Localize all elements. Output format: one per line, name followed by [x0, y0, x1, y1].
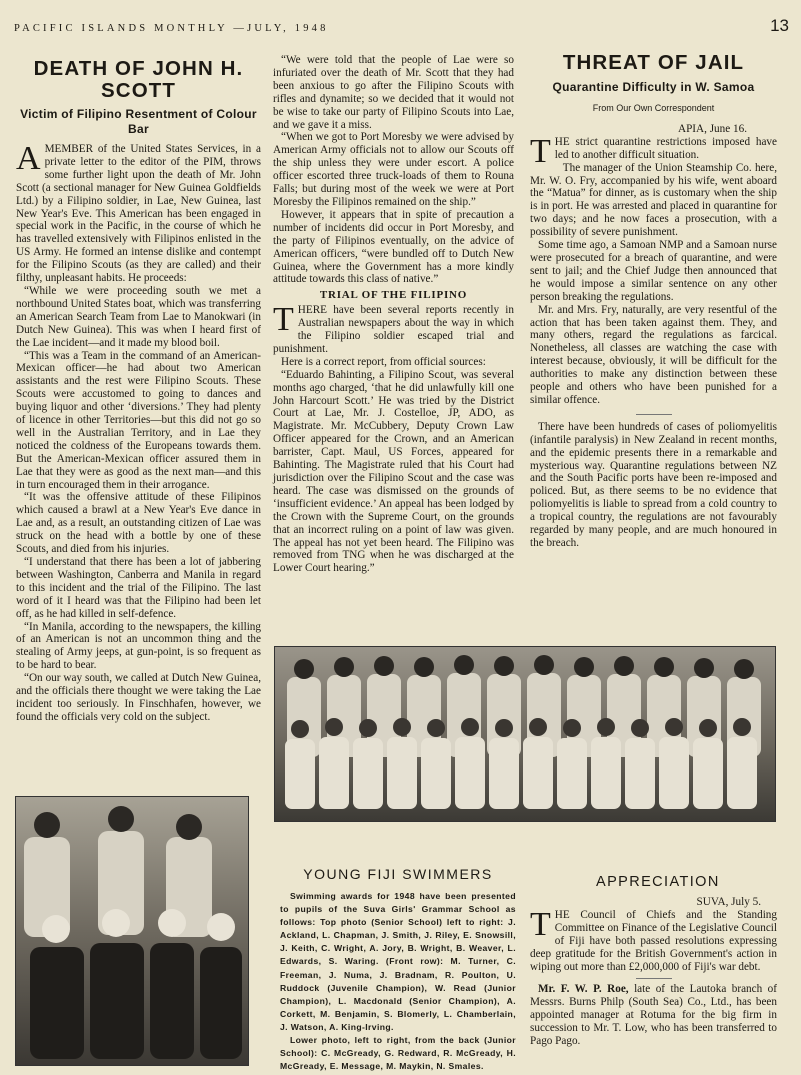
running-head-text: PACIFIC ISLANDS MONTHLY —JULY, 1948: [14, 23, 329, 34]
swimmers-caption: [280, 866, 516, 1073]
article-title: APPRECIATION: [596, 874, 720, 890]
page-number: 13: [770, 16, 789, 35]
paragraph: “In Manila, according to the newspapers, the killing of an American is not an uncommon thing and the stealing of Army jeeps, at gun-point, is so frequent as to be hard to bear.: [16, 620, 261, 672]
caption-body: [280, 890, 516, 1073]
photo-senior-swimmers-image: [275, 647, 775, 821]
paragraph: “This was a Team in the command of an American-Mexican officer—he had about two American assistants and the rest were Filipino Scouts. These Scouts were accustomed to going to dances and buying liquor and other ‘diversions.’ They had plenty of licence in other Territories—but this did not go so well in the Australian Territory, and in Lae they noticed the coldness of the Europeans towards them. But the American-Mexican officer assured them in Lae that they were as good as the next man—and this in turn encouraged them in their arrogance.: [16, 349, 261, 491]
caption-paragraph: Lower photo, left to right, from the back (Junior School): C. McGready, G. Redward, R. McGready, H. McGready, E. Message, M. Maykin, N. Smales.: [280, 1035, 516, 1072]
divider: [636, 414, 672, 415]
dateline: SUVA, July 5.: [696, 896, 761, 908]
paragraph: The manager of the Union Steamship Co. here, Mr. W. O. Fry, accompanied by his wife, went aboard the “Matua” for dinner, as is customary when the ship is in port. He was arrested and placed in quarantine for two days; and he now faces a prosecution, with a possibility of severe punishment.: [530, 161, 777, 239]
dateline: APIA, June 16.: [678, 122, 747, 135]
photo-junior-swimmers: [15, 796, 249, 1066]
paragraph: THE Council of Chiefs and the Standing Committee on Finance of the Legislative Council of Fiji have both passed resolutions expressing deep gratitude for the British Government's action in wiping out more than £2,000,000 of Fiji's war debt.: [530, 905, 777, 973]
article-continued: [273, 54, 514, 575]
drop-cap: T: [530, 132, 551, 170]
paragraph: “When we got to Port Moresby we were advised by American Army officials not to allow our Scouts off the ship unless they were under escort. A police officer escorted three truck-loads of them to Rouna Falls; but during most of the week we were at Port Moresby the Filipinos remained on the ship.”: [273, 131, 514, 208]
paragraph: There have been hundreds of cases of poliomyelitis (infantile paralysis) in New Zealand in recent months, and the epidemic presents there in a remarkable and mysterious way. Quarantine regulations between NZ and the South Pacific ports have been re-imposed and policed. But, as there seems to be no evidence that poliomyelitis is liable to spread from a cold country to a tropical country, the regulations are not favourably regarded by many people, and are much honoured in the breach.: [530, 420, 777, 549]
paragraph: “We were told that the people of Lae were so infuriated over the death of Mr. Scott that they had been anxious to go after the Filipino Scouts with rifles and dynamite; so we decided that it would not be wise to take our party of Filipino Scouts into Lae, and we gave it a miss.: [273, 54, 514, 131]
article-threat-of-jail: [530, 52, 777, 550]
article-subtitle: Quarantine Difficulty in W. Samoa: [552, 80, 755, 94]
person-name: Mr. F. W. P. Roe,: [538, 983, 629, 996]
section-heading: TRIAL OF THE FILIPINO: [319, 289, 468, 302]
paragraph: “I understand that there has been a lot of jabbering between Washington, Canberra and Manila in regard to this incident and the trial of the Filipino. The last word of it I heard was that the Filipino had been let off, as he had killed in self-defence.: [16, 556, 261, 620]
photo-junior-swimmers-image: [16, 797, 248, 1065]
paragraph: “It was the offensive attitude of these Filipinos which caused a brawl at a New Year's Eve dance in Lae and, as a result, an outstanding citizen of Lae was struck on the head with a bottle by one of these Scouts, and died from his injuries.: [16, 491, 261, 556]
paragraph: “While we were proceeding south we met a northbound United States boat, which was transferring an American Search Team from Lae to Manokwari (in Dutch New Guinea). This was when I heard first of the Lae incident—and it made my blood boil.: [16, 284, 261, 349]
paragraph: AMEMBER of the United States Services, in a private letter to the editor of the PIM, throws some further light upon the death of Mr. John Scott (a sectional manager for New Guinea Goldfields Ltd.) by a Filipino soldier, in Lae, New Guinea, last New Year's Eve. This American has been engaged in special work in the Pacific, in the course of which he has travelled extensively with Filipinos enlisted in the US Army. He formed an intense dislike and contempt for the Filipino Scouts (as they are called) and their filthy, unpleasant habits. He proceeds:: [16, 140, 261, 285]
paragraph: THERE have been several reports recently in Australian newspapers about the way in which the Filipino soldier escaped trial and punishment.: [273, 301, 514, 355]
paragraph: However, it appears that in spite of precaution a number of incidents did occur in Port Moresby, and the party of Filipinos eventually, on the advice of American officers, “were bundled off to Dutch New Guinea, where the Government has a more kindly attitude towards this class of native.”: [273, 208, 514, 286]
caption-title: YOUNG FIJI SWIMMERS: [303, 866, 493, 882]
correspondent-line: From Our Own Correspondent: [592, 103, 715, 113]
article-title: THREAT OF JAIL: [562, 51, 745, 74]
drop-cap: T: [273, 301, 294, 339]
drop-cap: T: [530, 905, 551, 943]
paragraph: Some time ago, a Samoan NMP and a Samoan nurse were prosecuted for a breach of quarantine, and were sent to jail; and the Chief Judge then announced that he would impose a similar sentence on any other person breaking the regulations.: [530, 239, 777, 303]
paragraph: “On our way south, we called at Dutch New Guinea, and the officials there thought we were taking the Lae incident too seriously. In Finschhafen, however, we found the officials very cold on the subject.: [16, 672, 261, 723]
article-title: DEATH OF JOHN H. SCOTT: [33, 57, 244, 102]
drop-cap: A: [16, 140, 41, 177]
photo-senior-swimmers: [274, 646, 776, 822]
running-header: [14, 16, 789, 35]
paragraph: Mr. and Mrs. Fry, naturally, are very resentful of the action that has been taken against them. They, and many others, regard the regulations as farcical. Nonetheless, all classes are watching the case with interest because, obviously, it will be difficult for the authorities to make any distinction between these people and others who have been punished for a similar offence.: [530, 303, 777, 406]
article-death-of-scott: [16, 58, 261, 724]
caption-paragraph: Swimming awards for 1948 have been presented to pupils of the Suva Girls' Grammar School as follows: Top photo (Senior School) left to right: J. Ackland, L. Chapman, J. Smith, J. Riley, E. Snowsill, J. Keith, C. Wright, A. Jory, B. Wright, B. Weaver, L. Edwards, S. Waring. (Front row): M. Turner, C. Freeman, J. Numa, J. Bradnam, R. Poulton, U. Ruddock (Juvenile Champion), W. Read (Junior Champion), L. Macdonald (Senior Champion), A. Corkett, M. Benjamin, S. Blomerly, L. Chamberlain, J. Watson, A. King-Irving.: [280, 891, 516, 1032]
article-subtitle: Victim of Filipino Resentment of Colour Bar: [20, 107, 257, 136]
paragraph: THE strict quarantine restrictions imposed have led to another difficult situation.: [530, 132, 777, 170]
divider: [636, 978, 672, 979]
paragraph: Mr. F. W. P. Roe, late of the Lautoka branch of Messrs. Burns Philp (South Sea) Co., Ltd., has been appointed manager at Rotuma for the big firm in succession to Mr. T. Low, who has been transferred to Pago Pago.: [530, 983, 777, 1048]
paragraph: Here is a correct report, from official sources:: [281, 355, 486, 368]
paragraph: “Eduardo Bahinting, a Filipino Scout, was several months ago charged, ‘that he did unlawfully kill one John Harcourt Scott.’ He was tried by the District Court at Lae, Mr. J. Costelloe, JP, ADO, as Magistrate. Mr. McCubbery, Deputy Crown Law Officer appeared for the Crown, and an American barrister, Capt. Maul, US Forces, appeared for Bahinting. The Magistrate ruled that his Court had jurisdiction over the Filipino Scout and the case was heard. The case was dismissed on the grounds of ‘insufficient evidence.’ An appeal has been lodged by the Crown with the Supreme Court, on the grounds that an incorrect ruling on a point of law was given. The appeal has not yet been heard. The Filipino was removed from TNG when he was discharged at the Lower Court hearing.”: [273, 368, 514, 575]
article-appreciation: [530, 874, 777, 1048]
